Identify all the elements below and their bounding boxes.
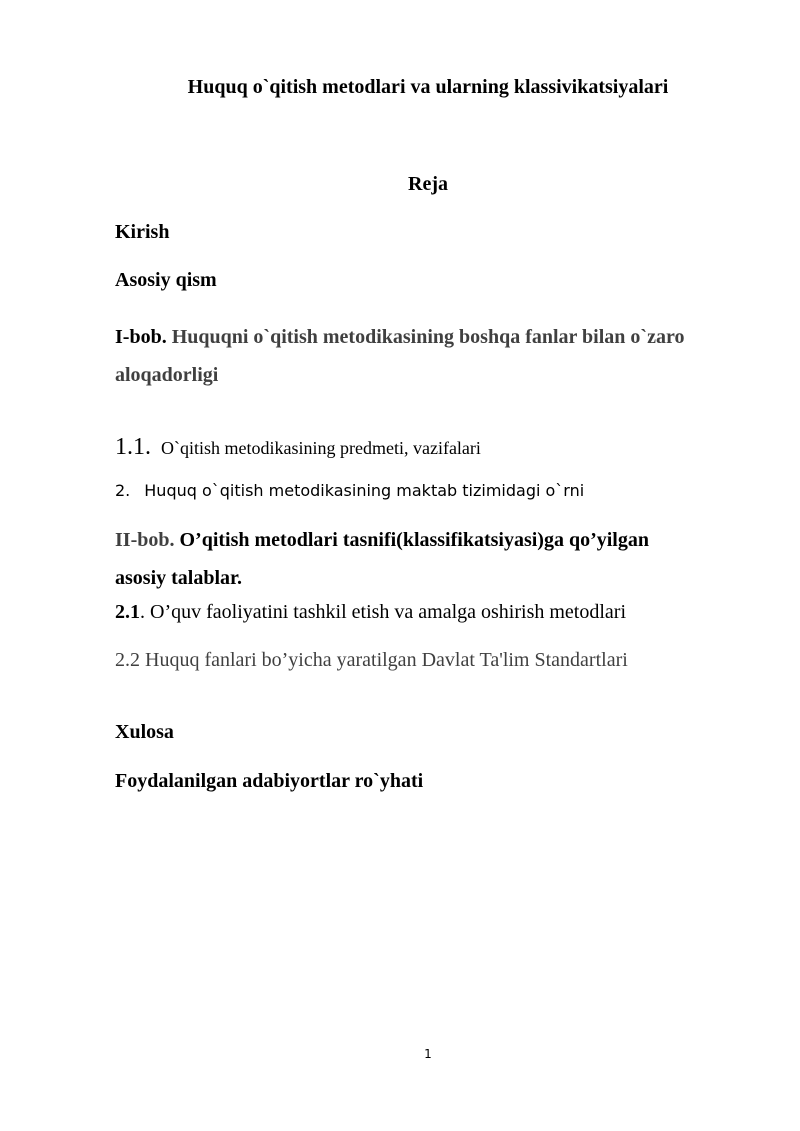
subsection-2-1-text: . O’quv faoliyatini tashkil etish va amalga oshirish metodlari: [140, 601, 627, 623]
chapter-1-label: I-bob.: [115, 326, 167, 348]
subsection-1-2: [115, 481, 584, 500]
subsection-1-2-text: Huquq o`qitish metodikasining maktab tizimidagi o`rni: [144, 481, 585, 500]
subsection-2-1-number: 2.1: [115, 601, 140, 623]
chapter-2-label: II-bob.: [115, 529, 175, 551]
subsection-2-1: [115, 601, 626, 624]
subsection-2-2-text: Huquq fanlari bo’yicha yaratilgan Davlat Ta'lim Standartlari: [145, 649, 628, 671]
conclusion-heading: Xulosa: [115, 721, 174, 743]
subsection-1-2-number: 2.: [115, 481, 131, 500]
chapter-1-title-line1: Huquqni o`qitish metodikasining boshqa fanlar bilan o`zaro: [171, 326, 685, 348]
page-number: 1: [424, 1047, 432, 1061]
subsection-2-2: [115, 649, 628, 672]
main-part-heading: Asosiy qism: [115, 269, 217, 291]
intro-heading: Kirish: [115, 221, 170, 243]
subsection-1-1-text: O`qitish metodikasining predmeti, vazifalari: [161, 438, 481, 458]
document-title: Huquq o`qitish metodlari va ularning klassivikatsiyalari: [187, 76, 669, 98]
subsection-1-1-number: 1.1.: [115, 434, 151, 460]
references-heading: Foydalanilgan adabiyortlar ro`yhati: [115, 770, 424, 792]
chapter-2-heading: [115, 521, 755, 597]
plan-heading: Reja: [408, 173, 448, 195]
chapter-1-heading: [115, 318, 755, 394]
subsection-1-1: [115, 434, 481, 461]
chapter-2-title-line2: asosiy talablar.: [115, 567, 243, 589]
subsection-2-2-number: 2.2: [115, 649, 140, 671]
chapter-2-title-line1: O’qitish metodlari tasnifi(klassifikatsiyasi)ga qo’yilgan: [179, 529, 649, 551]
chapter-1-title-line2: aloqadorligi: [115, 364, 219, 386]
